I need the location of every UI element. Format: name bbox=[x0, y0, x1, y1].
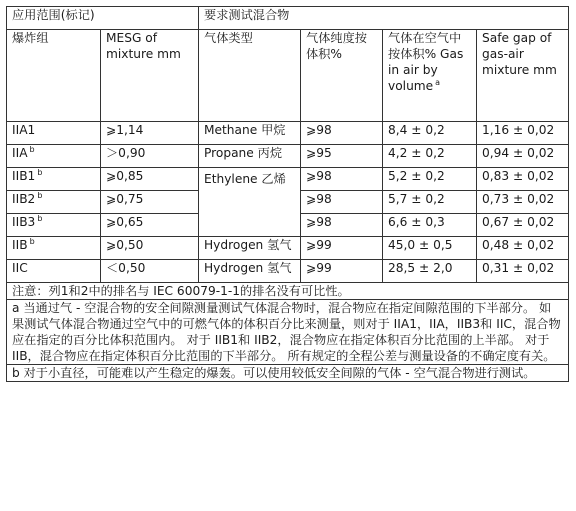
cell-gas: Hydrogen 氢气 bbox=[199, 237, 301, 260]
group-label: IIB bbox=[12, 238, 28, 252]
cell-safe-gap: 0,48 ± 0,02 bbox=[477, 237, 569, 260]
gas-mixture-table bbox=[6, 6, 569, 382]
cell-concentration: 5,7 ± 0,2 bbox=[383, 191, 477, 214]
group-footnote: b bbox=[37, 190, 43, 200]
cell-mesg: ＞0,90 bbox=[101, 145, 199, 168]
cell-group bbox=[7, 145, 101, 168]
cell-purity: ⩾99 bbox=[301, 260, 383, 283]
group-label: IIB3 bbox=[12, 215, 36, 229]
cell-safe-gap: 0,73 ± 0,02 bbox=[477, 191, 569, 214]
cell-concentration: 28,5 ± 2,0 bbox=[383, 260, 477, 283]
group-footnote: b bbox=[37, 213, 43, 223]
cell-group bbox=[7, 237, 101, 260]
table-row bbox=[7, 145, 569, 168]
header-gas-type: 气体类型 bbox=[199, 30, 301, 122]
group-label: IIA1 bbox=[12, 123, 36, 137]
note-row bbox=[7, 283, 569, 300]
cell-concentration: 6,6 ± 0,3 bbox=[383, 214, 477, 237]
cell-purity: ⩾98 bbox=[301, 168, 383, 191]
group-footnote: b bbox=[29, 236, 35, 246]
caption-required-mixture: 要求测试混合物 bbox=[199, 7, 569, 30]
header-mesg: MESG of mixture mm bbox=[101, 30, 199, 122]
cell-gas: Methane 甲烷 bbox=[199, 122, 301, 145]
cell-group bbox=[7, 122, 101, 145]
cell-group bbox=[7, 214, 101, 237]
caption-application-scope: 应用范围(标记) bbox=[7, 7, 199, 30]
cell-concentration: 4,2 ± 0,2 bbox=[383, 145, 477, 168]
footnote-b: b 对于小直径，可能难以产生稳定的爆轰。可以使用较低安全间隙的气体 - 空气混合物进行测试。 bbox=[7, 365, 569, 382]
group-label: IIC bbox=[12, 261, 28, 275]
note-row bbox=[7, 300, 569, 365]
cell-mesg: ⩾0,50 bbox=[101, 237, 199, 260]
cell-concentration: 8,4 ± 0,2 bbox=[383, 122, 477, 145]
cell-purity: ⩾99 bbox=[301, 237, 383, 260]
table-row bbox=[7, 122, 569, 145]
header-gas-in-air bbox=[383, 30, 477, 122]
group-label: IIA bbox=[12, 146, 28, 160]
cell-mesg: ⩾0,65 bbox=[101, 214, 199, 237]
cell-mesg: ⩾1,14 bbox=[101, 122, 199, 145]
cell-group bbox=[7, 168, 101, 191]
cell-concentration: 5,2 ± 0,2 bbox=[383, 168, 477, 191]
cell-purity: ⩾95 bbox=[301, 145, 383, 168]
footnote-marker-a: a bbox=[435, 77, 441, 87]
cell-purity: ⩾98 bbox=[301, 214, 383, 237]
note-row bbox=[7, 365, 569, 382]
header-gas-in-air-text: 气体在空气中按体积% Gas in air by volume bbox=[388, 31, 464, 93]
header-row bbox=[7, 30, 569, 122]
cell-mesg: ＜0,50 bbox=[101, 260, 199, 283]
cell-safe-gap: 0,94 ± 0,02 bbox=[477, 145, 569, 168]
cell-mesg: ⩾0,75 bbox=[101, 191, 199, 214]
group-footnote: b bbox=[29, 144, 35, 154]
cell-mesg: ⩾0,85 bbox=[101, 168, 199, 191]
cell-purity: ⩾98 bbox=[301, 191, 383, 214]
group-label: IIB2 bbox=[12, 192, 36, 206]
cell-safe-gap: 0,67 ± 0,02 bbox=[477, 214, 569, 237]
group-label: IIB1 bbox=[12, 169, 36, 183]
note-comparability: 注意：列1和2中的排名与 IEC 60079-1-1的排名没有可比性。 bbox=[7, 283, 569, 300]
cell-safe-gap: 0,31 ± 0,02 bbox=[477, 260, 569, 283]
caption-row bbox=[7, 7, 569, 30]
cell-concentration: 45,0 ± 0,5 bbox=[383, 237, 477, 260]
header-purity: 气体纯度按体积% bbox=[301, 30, 383, 122]
cell-safe-gap: 1,16 ± 0,02 bbox=[477, 122, 569, 145]
cell-safe-gap: 0,83 ± 0,02 bbox=[477, 168, 569, 191]
table-row bbox=[7, 237, 569, 260]
table-row bbox=[7, 260, 569, 283]
cell-gas: Ethylene 乙烯 bbox=[199, 168, 301, 237]
header-safe-gap: Safe gap of gas-air mixture mm bbox=[477, 30, 569, 122]
cell-gas: Hydrogen 氢气 bbox=[199, 260, 301, 283]
cell-group bbox=[7, 260, 101, 283]
cell-purity: ⩾98 bbox=[301, 122, 383, 145]
group-footnote: b bbox=[37, 167, 43, 177]
footnote-a: a 当通过气 - 空混合物的安全间隙测量测试气体混合物时，混合物应在指定间隙范围的下半部分。 如果测试气体混合物通过空气中的可燃气体的体积百分比来测量，则对于 IIA1，IIA，IIB3和 IIC，混合物应在指定的百分比体积范围内。 对于 IIB1和 IIB2，混合物应在指定体积百分比范围的上半部。 对于 IIB，混合物应在指定体积百分比范围的下半部分。 所有规定的全程公差与测量设备的不确定度有关。 bbox=[7, 300, 569, 365]
cell-group bbox=[7, 191, 101, 214]
table-row bbox=[7, 168, 569, 191]
cell-gas: Propane 丙烷 bbox=[199, 145, 301, 168]
header-group: 爆炸组 bbox=[7, 30, 101, 122]
